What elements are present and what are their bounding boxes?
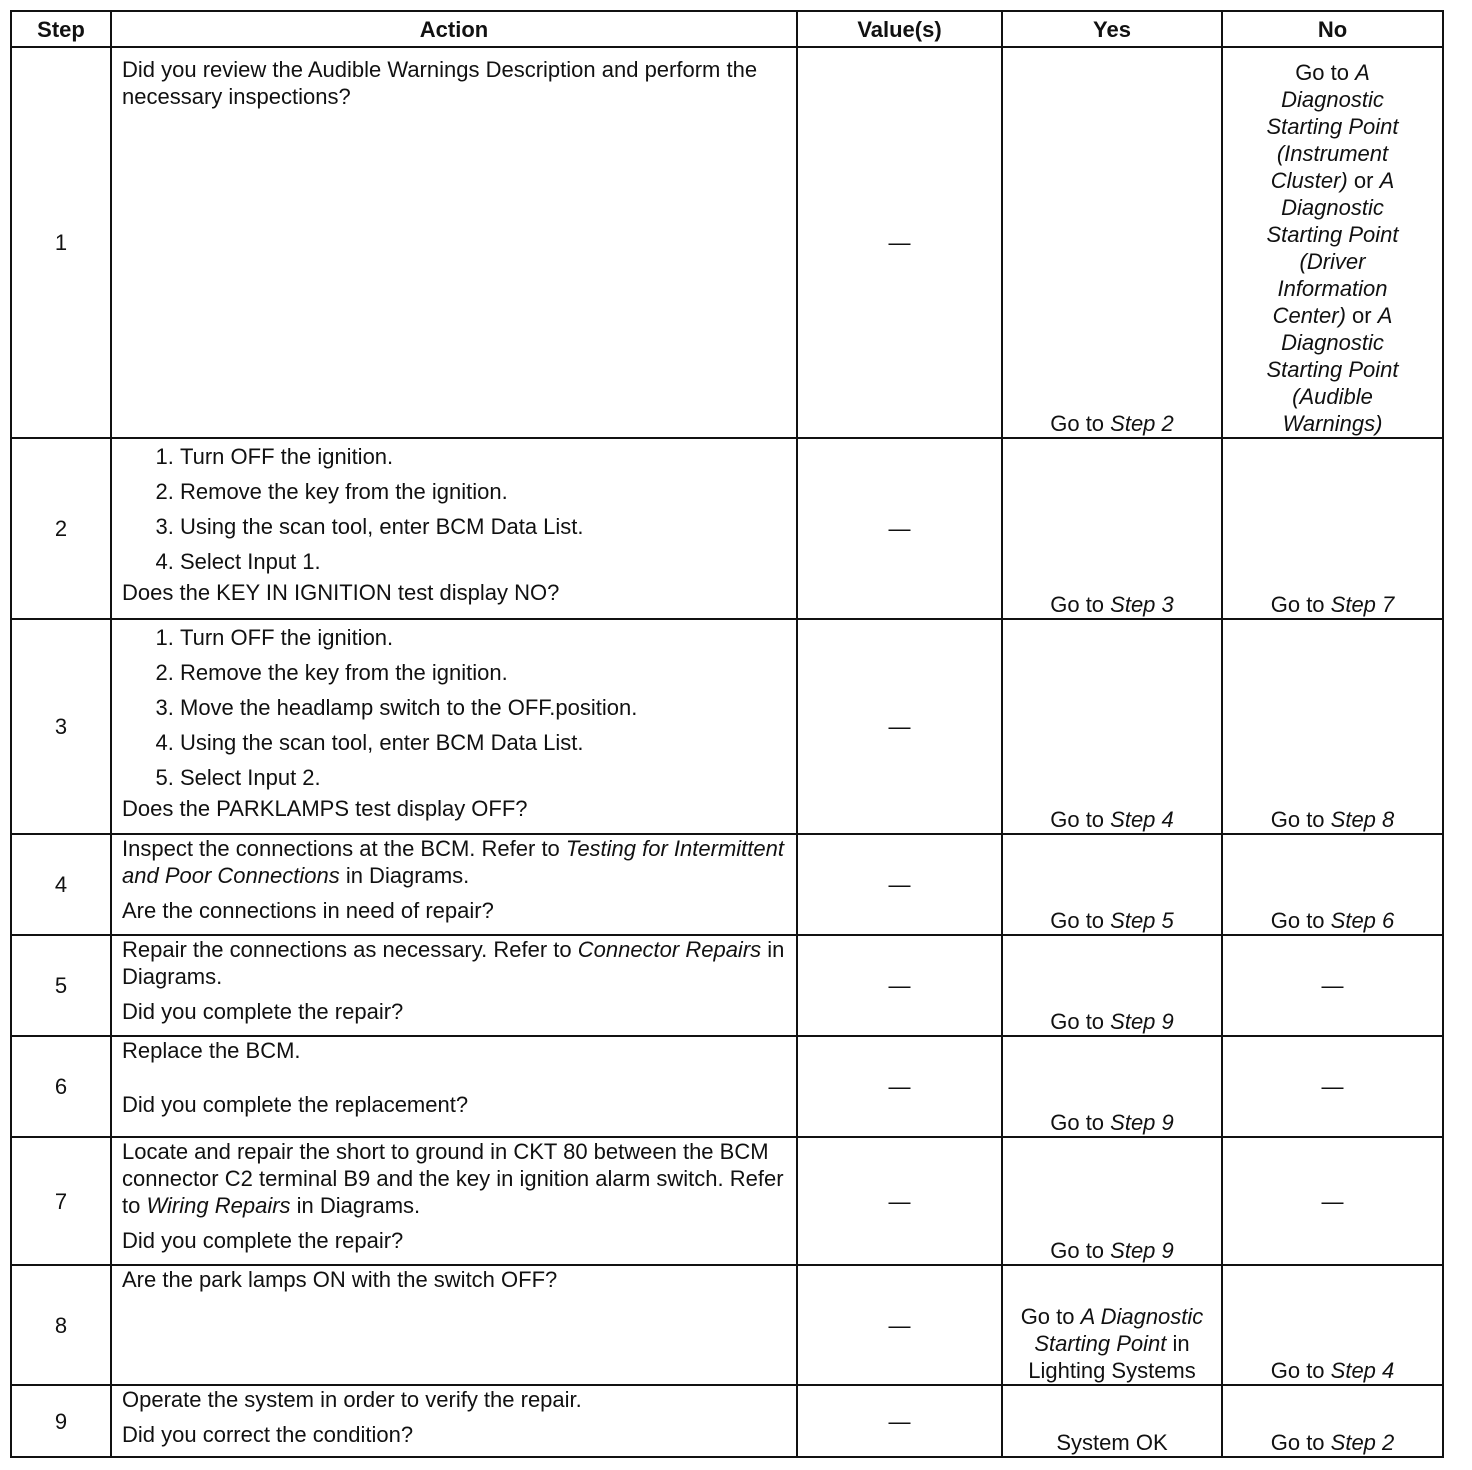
header-values: Value(s)	[797, 11, 1002, 47]
yes-prefix: Go to	[1020, 1304, 1081, 1329]
yes-link[interactable]: Step 9	[1110, 1238, 1174, 1263]
yes-cell	[1002, 619, 1222, 834]
no-prefix: Go to	[1295, 60, 1356, 85]
value-dash: —	[888, 1312, 911, 1338]
value-dash: —	[888, 872, 911, 897]
question-text: Are the park lamps ON with the switch OFF?	[122, 1267, 558, 1292]
yes-link[interactable]: Step 2	[1110, 411, 1174, 436]
table-row	[11, 619, 1443, 834]
table-row	[11, 438, 1443, 619]
value-dash: —	[888, 516, 911, 541]
no-prefix: Go to	[1270, 592, 1331, 617]
no-cell	[1222, 1137, 1443, 1265]
step-number: 6	[11, 1036, 111, 1137]
question-text: Did you complete the repair?	[122, 999, 404, 1024]
value-dash: —	[888, 1188, 911, 1214]
yes-prefix: Go to	[1050, 1110, 1111, 1135]
list-item: 4. Select Input 1.	[180, 544, 786, 579]
yes-link[interactable]: Step 4	[1110, 807, 1174, 832]
no-dash: —	[1321, 1074, 1344, 1099]
diagnostic-table	[10, 10, 1444, 1458]
step-number: 2	[11, 438, 111, 619]
question-text: Are the connections in need of repair?	[122, 898, 494, 923]
no-link[interactable]: Step 2	[1330, 1430, 1395, 1455]
value-cell	[797, 1137, 1002, 1265]
action-text	[111, 1137, 797, 1265]
question-text: Does the PARKLAMPS test display OFF?	[122, 796, 528, 821]
step-number: 1	[11, 47, 111, 438]
question-text: Did you complete the replacement?	[122, 1092, 469, 1117]
action-text	[111, 935, 797, 1036]
value-cell	[797, 935, 1002, 1036]
action-text	[111, 438, 797, 619]
table-row	[11, 935, 1443, 1036]
yes-cell	[1002, 1265, 1222, 1385]
no-link[interactable]: A Diagnostic Starting Point (Instrument Cluster)	[1266, 60, 1399, 193]
no-or: or	[1347, 168, 1380, 193]
value-cell	[797, 438, 1002, 619]
instruction-text: Operate the system in order to verify the repair.	[122, 1387, 582, 1412]
step-number: 9	[11, 1385, 111, 1457]
value-dash: —	[888, 1408, 911, 1434]
action-text	[111, 619, 797, 834]
yes-link[interactable]: Step 9	[1110, 1009, 1174, 1034]
list-item: 4. Using the scan tool, enter BCM Data List.	[180, 725, 786, 760]
instruction-text: Repair the connections as necessary. Refer to	[122, 937, 578, 962]
table-row	[11, 1036, 1443, 1137]
reference-link[interactable]: Connector Repairs	[577, 937, 762, 962]
question-text: Did you correct the condition?	[122, 1422, 414, 1447]
value-dash: —	[888, 1074, 911, 1099]
step-number: 8	[11, 1265, 111, 1385]
value-dash: —	[888, 973, 911, 998]
header-step: Step	[11, 11, 111, 47]
yes-prefix: Go to	[1050, 807, 1111, 832]
value-cell	[797, 1036, 1002, 1137]
header-no: No	[1222, 11, 1443, 47]
action-text	[111, 1265, 797, 1385]
procedure-list	[122, 620, 786, 795]
no-dash: —	[1321, 1188, 1344, 1214]
list-item: 1. Turn OFF the ignition.	[180, 439, 786, 474]
list-item: 3. Using the scan tool, enter BCM Data List.	[180, 509, 786, 544]
yes-link[interactable]: Step 5	[1110, 908, 1174, 933]
table-row	[11, 1385, 1443, 1457]
no-prefix: Go to	[1270, 1430, 1331, 1455]
yes-cell	[1002, 47, 1222, 438]
value-dash: —	[888, 714, 911, 739]
action-text	[111, 1385, 797, 1457]
yes-prefix: Go to	[1050, 411, 1111, 436]
yes-link[interactable]: A Diagnostic Starting Point	[1034, 1304, 1204, 1356]
yes-prefix: Go to	[1050, 592, 1111, 617]
yes-prefix: Go to	[1050, 1009, 1111, 1034]
procedure-list	[122, 439, 786, 579]
header-yes: Yes	[1002, 11, 1222, 47]
no-dash: —	[1321, 973, 1344, 998]
no-cell	[1222, 619, 1443, 834]
list-item: 2. Remove the key from the ignition.	[180, 474, 786, 509]
no-or: or	[1345, 303, 1378, 328]
instruction-text: in Diagrams.	[339, 863, 470, 888]
yes-cell	[1002, 834, 1222, 935]
no-cell	[1222, 1265, 1443, 1385]
yes-cell	[1002, 1036, 1222, 1137]
table-row	[11, 834, 1443, 935]
yes-prefix: Go to	[1050, 908, 1111, 933]
question-text: Does the KEY IN IGNITION test display NO?	[122, 580, 560, 605]
yes-cell: System OK	[1002, 1385, 1222, 1457]
list-item: 1. Turn OFF the ignition.	[180, 620, 786, 655]
no-cell	[1222, 438, 1443, 619]
action-text	[111, 47, 797, 438]
header-action: Action	[111, 11, 797, 47]
reference-link[interactable]: Testing for Intermittent and Poor Connections	[122, 836, 784, 888]
no-link[interactable]: Step 7	[1330, 592, 1395, 617]
list-item: 2. Remove the key from the ignition.	[180, 655, 786, 690]
header-row	[11, 11, 1443, 47]
yes-cell	[1002, 1137, 1222, 1265]
instruction-text: Inspect the connections at the BCM. Refer to	[122, 836, 566, 861]
step-number: 5	[11, 935, 111, 1036]
no-prefix: Go to	[1270, 908, 1331, 933]
yes-prefix: Go to	[1050, 1238, 1111, 1263]
no-cell	[1222, 834, 1443, 935]
instruction-text: Replace the BCM.	[122, 1038, 301, 1063]
no-link[interactable]: A Diagnostic Starting Point (Audible Warnings)	[1266, 303, 1399, 436]
value-cell	[797, 619, 1002, 834]
action-text	[111, 834, 797, 935]
no-cell	[1222, 1036, 1443, 1137]
value-cell	[797, 1385, 1002, 1457]
value-cell	[797, 1265, 1002, 1385]
no-prefix: Go to	[1270, 807, 1331, 832]
table-row	[11, 1137, 1443, 1265]
step-number: 4	[11, 834, 111, 935]
yes-cell	[1002, 438, 1222, 619]
no-cell	[1222, 1385, 1443, 1457]
action-text	[111, 1036, 797, 1137]
list-item: 5. Select Input 2.	[180, 760, 786, 795]
question-text: Did you complete the repair?	[122, 1228, 404, 1253]
instruction-text: in Diagrams.	[122, 937, 785, 989]
value-dash: —	[888, 230, 911, 255]
yes-link[interactable]: Step 9	[1110, 1110, 1174, 1135]
no-prefix: Go to	[1270, 1358, 1331, 1383]
no-link[interactable]: Step 8	[1330, 807, 1395, 832]
no-cell	[1222, 47, 1443, 438]
table-row	[11, 1265, 1443, 1385]
no-cell	[1222, 935, 1443, 1036]
reference-link[interactable]: Wiring Repairs	[146, 1193, 291, 1218]
question-text: Did you review the Audible Warnings Description and perform the necessary inspections?	[122, 57, 758, 109]
yes-link[interactable]: Step 3	[1110, 592, 1174, 617]
yes-cell	[1002, 935, 1222, 1036]
yes-suffix: in Lighting Systems	[1028, 1331, 1196, 1383]
no-link[interactable]: Step 4	[1330, 1358, 1395, 1383]
list-item: 3. Move the headlamp switch to the OFF.position.	[180, 690, 786, 725]
value-cell	[797, 834, 1002, 935]
no-link[interactable]: A Diagnostic Starting Point (Driver Information Center)	[1266, 168, 1399, 328]
value-cell	[797, 47, 1002, 438]
instruction-text: Locate and repair the short to ground in CKT 80 between the BCM connector C2 terminal B9 and the key in ignition alarm switch. Refer to	[122, 1139, 784, 1218]
no-link[interactable]: Step 6	[1330, 908, 1395, 933]
step-number: 7	[11, 1137, 111, 1265]
instruction-text: in Diagrams.	[290, 1193, 421, 1218]
table-row	[11, 47, 1443, 438]
step-number: 3	[11, 619, 111, 834]
